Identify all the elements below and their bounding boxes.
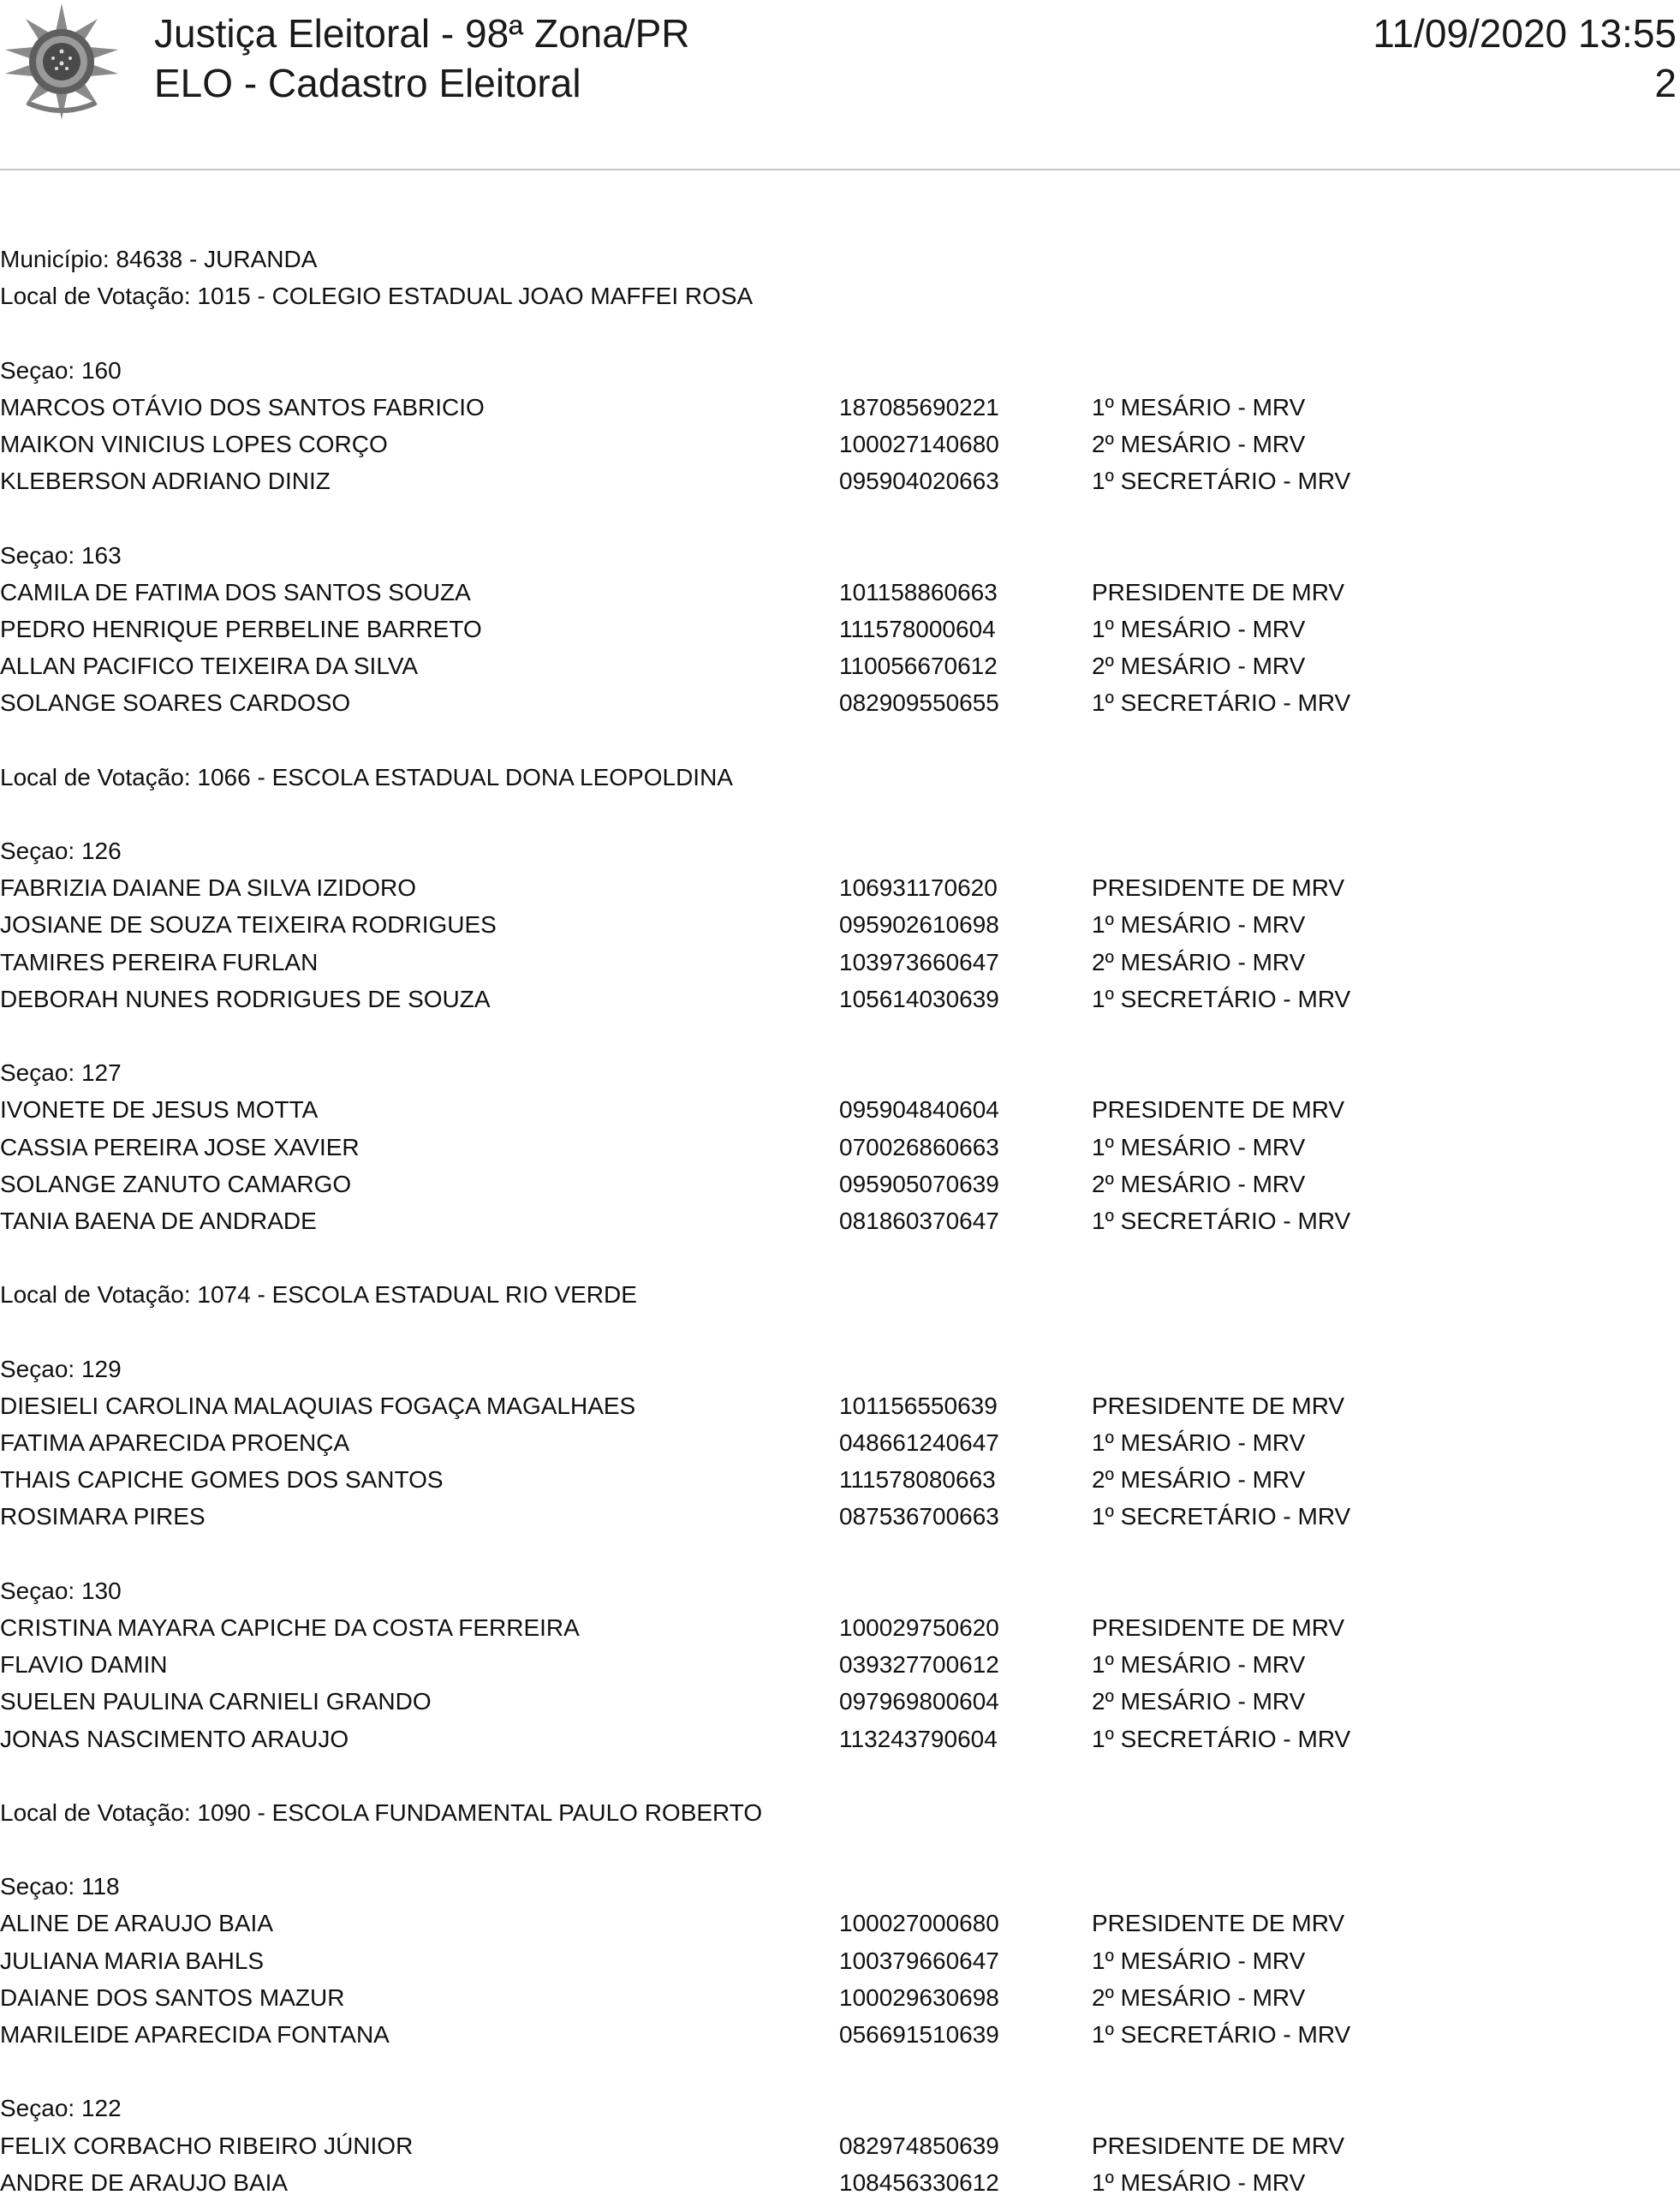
table-row [0,1424,1680,1461]
member-name: DEBORAH NUNES RODRIGUES DE SOUZA [0,985,491,1012]
page-header [0,0,1680,171]
member-role: 1º SECRETÁRIO - MRV [1092,2021,1351,2048]
table-row [0,1721,1680,1757]
member-name: MARCOS OTÁVIO DOS SANTOS FABRICIO [0,393,485,421]
secao-label: Seçao: 118 [0,1873,120,1900]
member-name: CRISTINA MAYARA CAPICHE DA COSTA FERREIRA [0,1613,580,1641]
member-id: 101158860663 [839,578,998,605]
member-id: 100027140680 [839,430,999,457]
member-name: SOLANGE SOARES CARDOSO [0,689,351,717]
member-name: DAIANE DOS SANTOS MAZUR [0,1983,345,2011]
member-name: KLEBERSON ADRIANO DINIZ [0,468,331,495]
page-number: 2 [1654,61,1677,105]
member-name: ANDRE DE ARAUJO BAIA [0,2168,289,2196]
member-role: 2º MESÁRIO - MRV [1092,653,1306,680]
member-role: 1º MESÁRIO - MRV [1092,1947,1306,1974]
member-id: 101156550639 [839,1392,998,1419]
table-row [0,1942,1680,1979]
member-name: IVONETE DE JESUS MOTTA [0,1096,319,1124]
municipio-label: Município: 84638 - JURANDA [0,246,318,272]
page-title: Justiça Eleitoral - 98ª Zona/PR [154,11,690,56]
table-row [0,647,1680,684]
member-id: 106931170620 [839,874,998,902]
table-row [0,611,1680,647]
member-name: TAMIRES PEREIRA FURLAN [0,948,319,975]
local-label: Local de Votação: 1015 - COLEGIO ESTADUAL JOAO MAFFEI ROSA [0,283,754,310]
header-divider [0,169,1680,170]
member-id: 187085690221 [839,393,999,421]
member-name: MAIKON VINICIUS LOPES CORÇO [0,430,388,457]
table-row [0,574,1680,611]
secao-label: Seçao: 122 [0,2095,122,2122]
member-role: 1º MESÁRIO - MRV [1092,1133,1306,1160]
member-role: 1º MESÁRIO - MRV [1092,1651,1306,1679]
table-row [0,2164,1680,2201]
member-role: 1º SECRETÁRIO - MRV [1092,468,1351,495]
table-row [0,869,1680,906]
table-row [0,906,1680,943]
member-id: 108456330612 [839,2168,999,2196]
table-row [0,1091,1680,1128]
member-id: 095902610698 [839,911,999,939]
member-id: 105614030639 [839,985,999,1012]
member-role: 1º SECRETÁRIO - MRV [1092,1725,1351,1752]
member-name: THAIS CAPICHE GOMES DOS SANTOS [0,1466,444,1494]
member-name: PEDRO HENRIQUE PERBELINE BARRETO [0,615,482,642]
table-row [0,389,1680,426]
table-row [0,684,1680,721]
member-name: JONAS NASCIMENTO ARAUJO [0,1725,349,1752]
member-role: 1º MESÁRIO - MRV [1092,1429,1306,1456]
member-name: CAMILA DE FATIMA DOS SANTOS SOUZA [0,578,471,605]
member-role: 1º MESÁRIO - MRV [1092,2168,1306,2196]
member-id: 103973660647 [839,948,999,975]
report-body [0,241,1680,2201]
secao-label: Seçao: 129 [0,1355,122,1382]
member-role: 2º MESÁRIO - MRV [1092,1466,1306,1494]
table-row [0,1461,1680,1498]
member-id: 097969800604 [839,1688,999,1715]
member-id: 082974850639 [839,2132,999,2159]
table-row [0,1129,1680,1166]
member-id: 081860370647 [839,1207,999,1234]
secao-label: Seçao: 130 [0,1577,122,1604]
table-row [0,1905,1680,1942]
member-name: ROSIMARA PIRES [0,1503,206,1530]
member-id: 100029750620 [839,1613,999,1641]
member-role: 2º MESÁRIO - MRV [1092,430,1306,457]
brazil-coat-of-arms-icon [2,2,122,122]
member-role: 1º MESÁRIO - MRV [1092,393,1306,421]
member-role: 2º MESÁRIO - MRV [1092,948,1306,975]
table-row [0,462,1680,499]
member-name: ALLAN PACIFICO TEIXEIRA DA SILVA [0,653,419,680]
member-name: JULIANA MARIA BAHLS [0,1947,265,1974]
member-role: PRESIDENTE DE MRV [1092,874,1345,902]
member-name: JOSIANE DE SOUZA TEIXEIRA RODRIGUES [0,911,497,939]
member-role: PRESIDENTE DE MRV [1092,578,1345,605]
member-id: 039327700612 [839,1651,999,1679]
member-id: 100027000680 [839,1910,999,1937]
member-id: 070026860663 [839,1133,999,1160]
member-role: PRESIDENTE DE MRV [1092,1613,1345,1641]
secao-label: Seçao: 126 [0,838,122,864]
local-label: Local de Votação: 1090 - ESCOLA FUNDAMENTAL PAULO ROBERTO [0,1798,763,1826]
member-id: 100029630698 [839,1983,999,2011]
table-row [0,944,1680,981]
member-name: CASSIA PEREIRA JOSE XAVIER [0,1133,360,1160]
member-role: 1º SECRETÁRIO - MRV [1092,689,1351,717]
member-name: FATIMA APARECIDA PROENÇA [0,1429,350,1456]
member-role: PRESIDENTE DE MRV [1092,1096,1345,1124]
member-id: 100379660647 [839,1947,999,1974]
member-role: 1º SECRETÁRIO - MRV [1092,1207,1351,1234]
table-row [0,1166,1680,1202]
member-id: 110056670612 [839,653,998,680]
member-id: 095905070639 [839,1170,999,1197]
member-role: PRESIDENTE DE MRV [1092,2132,1345,2159]
member-name: FLAVIO DAMIN [0,1651,168,1679]
member-name: SOLANGE ZANUTO CAMARGO [0,1170,352,1197]
member-name: ALINE DE ARAUJO BAIA [0,1910,273,1937]
table-row [0,1683,1680,1720]
member-name: TANIA BAENA DE ANDRADE [0,1207,317,1234]
member-id: 056691510639 [839,2021,999,2048]
table-row [0,2016,1680,2053]
table-row [0,1609,1680,1646]
member-role: PRESIDENTE DE MRV [1092,1910,1345,1937]
local-label: Local de Votação: 1074 - ESCOLA ESTADUAL RIO VERDE [0,1281,637,1309]
member-name: SUELEN PAULINA CARNIELI GRANDO [0,1688,432,1715]
member-id: 111578000604 [839,615,996,642]
member-role: 1º MESÁRIO - MRV [1092,911,1306,939]
member-id: 111578080663 [839,1466,996,1494]
member-name: MARILEIDE APARECIDA FONTANA [0,2021,390,2048]
member-role: 2º MESÁRIO - MRV [1092,1688,1306,1715]
member-role: 1º SECRETÁRIO - MRV [1092,1503,1351,1530]
table-row [0,2127,1680,2164]
print-datetime: 11/09/2020 13:55 [1373,11,1677,56]
member-name: FELIX CORBACHO RIBEIRO JÚNIOR [0,2132,414,2159]
page-subtitle: ELO - Cadastro Eleitoral [154,61,581,105]
member-name: DIESIELI CAROLINA MALAQUIAS FOGAÇA MAGALHAES [0,1392,636,1419]
member-role: 2º MESÁRIO - MRV [1092,1170,1306,1197]
table-row [0,1387,1680,1424]
table-row [0,981,1680,1017]
table-row [0,1202,1680,1239]
member-id: 048661240647 [839,1429,999,1456]
table-row [0,1979,1680,2016]
member-id: 113243790604 [839,1725,998,1752]
member-id: 082909550655 [839,689,999,717]
table-row [0,1498,1680,1535]
member-role: PRESIDENTE DE MRV [1092,1392,1345,1419]
member-role: 1º SECRETÁRIO - MRV [1092,985,1351,1012]
secao-label: Seçao: 163 [0,541,122,569]
member-id: 087536700663 [839,1503,999,1530]
local-label: Local de Votação: 1066 - ESCOLA ESTADUAL DONA LEOPOLDINA [0,763,733,790]
member-id: 095904840604 [839,1096,999,1124]
secao-label: Seçao: 127 [0,1059,122,1087]
member-name: FABRIZIA DAIANE DA SILVA IZIDORO [0,874,416,902]
member-id: 095904020663 [839,468,999,495]
secao-label: Seçao: 160 [0,356,122,384]
table-row [0,426,1680,462]
table-row [0,1646,1680,1683]
member-role: 1º MESÁRIO - MRV [1092,615,1306,642]
member-role: 2º MESÁRIO - MRV [1092,1983,1306,2011]
